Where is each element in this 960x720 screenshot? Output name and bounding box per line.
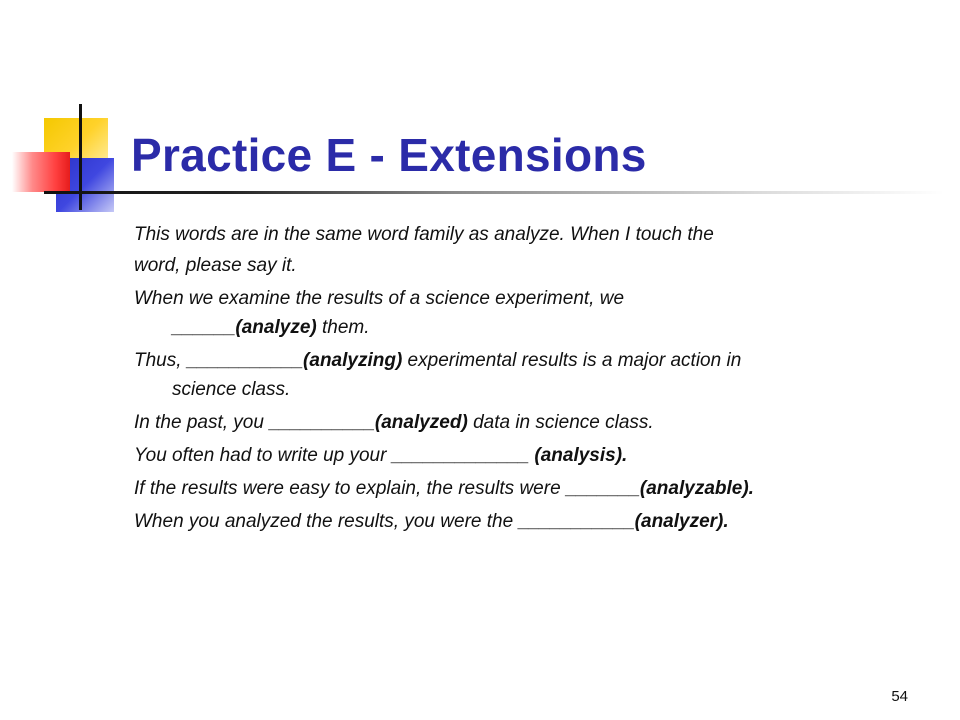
sentence-continuation bbox=[134, 313, 934, 342]
slide-body bbox=[134, 220, 934, 540]
sentence-text: You often had to write up your bbox=[134, 445, 392, 466]
intro-text-2: word, please say it. bbox=[134, 255, 297, 276]
blank-analyzable: _______(analyzable). bbox=[565, 478, 754, 499]
sentence-analyzable bbox=[134, 474, 934, 503]
sentence-text: In the past, you bbox=[134, 412, 270, 433]
blank-analyzer: ___________(analyzer). bbox=[518, 511, 729, 532]
intro-line-2 bbox=[134, 251, 934, 280]
sentence-text: If the results were easy to explain, the results were bbox=[134, 478, 566, 499]
sentence-text: data in science class. bbox=[467, 412, 654, 433]
intro-line-1 bbox=[134, 220, 934, 249]
title-underline-rule bbox=[44, 191, 944, 194]
sentence-text: experimental results is a major action in bbox=[402, 350, 742, 371]
sentence-analyze bbox=[134, 284, 934, 342]
blank-analyze: ______(analyze) bbox=[172, 317, 317, 338]
sentence-text: When you analyzed the results, you were the bbox=[134, 511, 519, 532]
sentence-analysis bbox=[134, 441, 934, 470]
blank-analysis: _____________ (analysis). bbox=[391, 445, 628, 466]
blank-analyzing: ___________(analyzing) bbox=[186, 350, 403, 371]
vertical-rule bbox=[79, 104, 82, 210]
intro-text-1: This words are in the same word family as analyze. When I touch the bbox=[134, 224, 714, 245]
sentence-continuation: science class. bbox=[172, 379, 291, 400]
sentence-analyzed bbox=[134, 408, 934, 437]
slide-title: Practice E - Extensions bbox=[131, 129, 647, 181]
blank-analyzed: __________(analyzed) bbox=[269, 412, 468, 433]
title-decoration bbox=[0, 0, 960, 220]
red-square-decoration bbox=[12, 152, 70, 192]
sentence-text: them. bbox=[316, 317, 370, 338]
sentence-analyzing bbox=[134, 346, 934, 404]
sentence-text: When we examine the results of a science experiment, we bbox=[134, 288, 625, 309]
sentence-text: Thus, bbox=[134, 350, 187, 371]
sentence-analyzer bbox=[134, 507, 934, 536]
page-number: 54 bbox=[891, 688, 908, 705]
